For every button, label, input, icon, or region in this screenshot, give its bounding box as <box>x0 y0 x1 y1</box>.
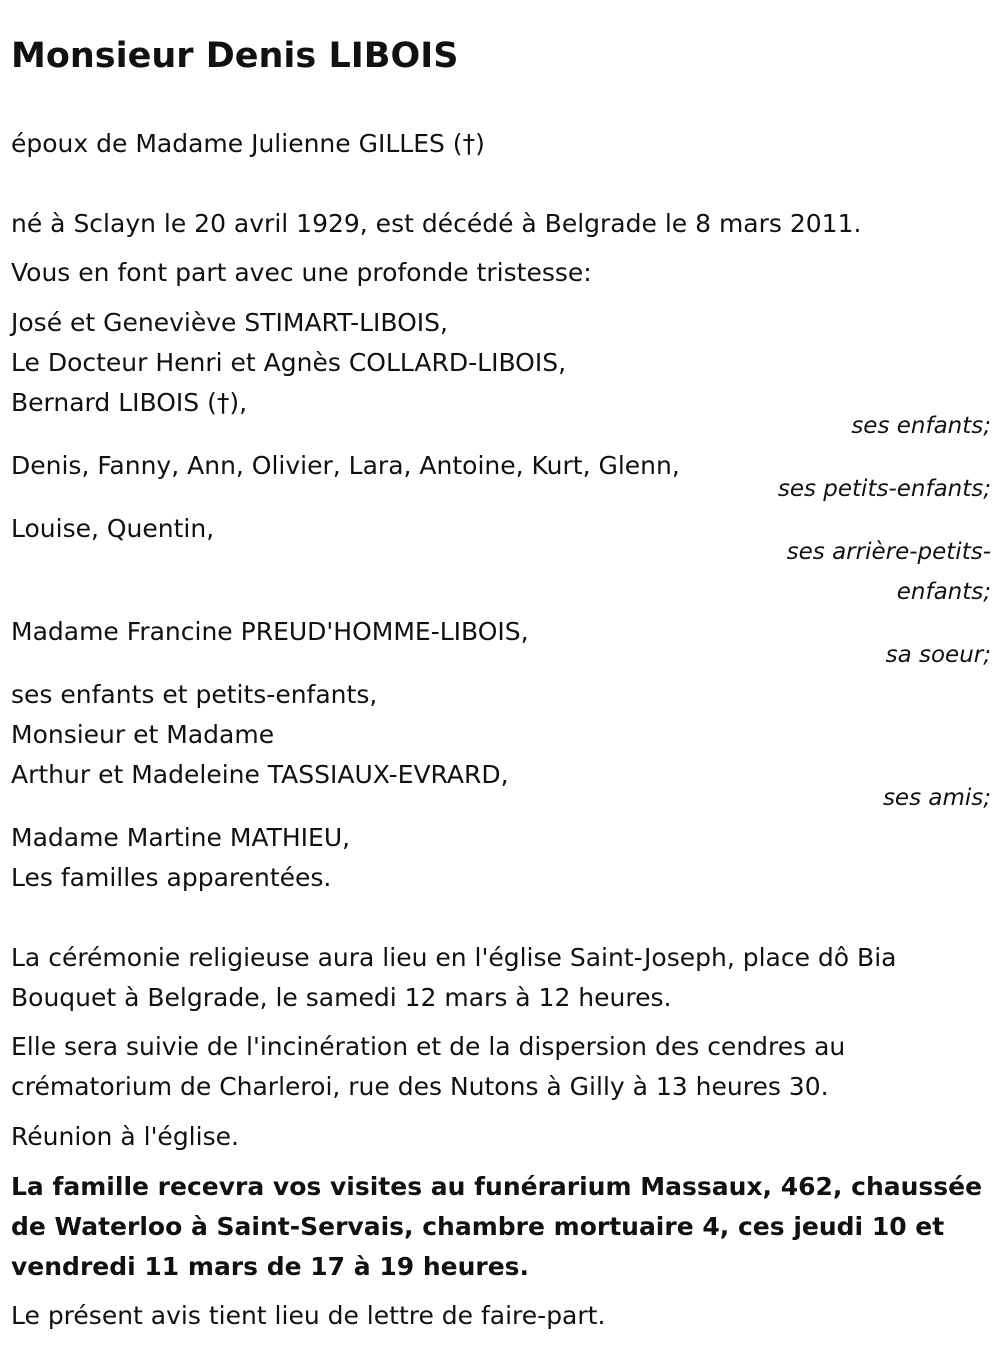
cremation-line-1: Elle sera suivie de l'incinération et de la dispersion des cendres au <box>11 1032 846 1061</box>
child-name-3: Bernard LIBOIS (†), <box>11 388 248 417</box>
friend-name-1: ses enfants et petits-enfants, <box>11 680 378 709</box>
friend-name-3: Arthur et Madeleine TASSIAUX-EVRARD, <box>11 760 509 789</box>
friends-role: ses amis; <box>882 785 991 811</box>
visits-line-2: de Waterloo à Saint-Servais, chambre mortuaire 4, ces jeudi 10 et <box>11 1212 945 1241</box>
great-grandchildren-role-line-2: enfants; <box>896 579 991 605</box>
birth-death-line: né à Sclayn le 20 avril 1929, est décédé à Belgrade le 8 mars 2011. <box>11 209 862 238</box>
other-mourner-2: Les familles apparentées. <box>11 863 332 892</box>
child-name-2: Le Docteur Henri et Agnès COLLARD-LIBOIS, <box>11 348 567 377</box>
cremation-line-2: crématorium de Charleroi, rue des Nutons à Gilly à 13 heures 30. <box>11 1072 829 1101</box>
grandchildren-role: ses petits-enfants; <box>777 476 991 502</box>
sister-role: sa soeur; <box>885 642 991 668</box>
grandchildren-names: Denis, Fanny, Ann, Olivier, Lara, Antoine, Kurt, Glenn, <box>11 451 680 480</box>
closing-line: Le présent avis tient lieu de lettre de faire-part. <box>11 1301 606 1330</box>
visits-line-3: vendredi 11 mars de 17 à 19 heures. <box>11 1252 530 1281</box>
ceremony-line-2: Bouquet à Belgrade, le samedi 12 mars à 12 heures. <box>11 983 672 1012</box>
deceased-name-title: Monsieur Denis LIBOIS <box>11 36 459 76</box>
other-mourner-1: Madame Martine MATHIEU, <box>11 823 351 852</box>
ceremony-line-1: La cérémonie religieuse aura lieu en l'église Saint-Joseph, place dô Bia <box>11 943 897 972</box>
child-name-1: José et Geneviève STIMART-LIBOIS, <box>11 308 448 337</box>
sister-name: Madame Francine PREUD'HOMME-LIBOIS, <box>11 617 529 646</box>
great-grandchildren-role-line-1: ses arrière-petits- <box>786 539 991 565</box>
children-role: ses enfants; <box>851 413 991 439</box>
great-grandchildren-names: Louise, Quentin, <box>11 514 215 543</box>
visits-line-1: La famille recevra vos visites au funérarium Massaux, 462, chaussée <box>11 1172 983 1201</box>
reunion-line: Réunion à l'église. <box>11 1122 239 1151</box>
friend-name-2: Monsieur et Madame <box>11 720 275 749</box>
spouse-line: époux de Madame Julienne GILLES (†) <box>11 129 485 158</box>
intro-line: Vous en font part avec une profonde tristesse: <box>11 258 592 287</box>
